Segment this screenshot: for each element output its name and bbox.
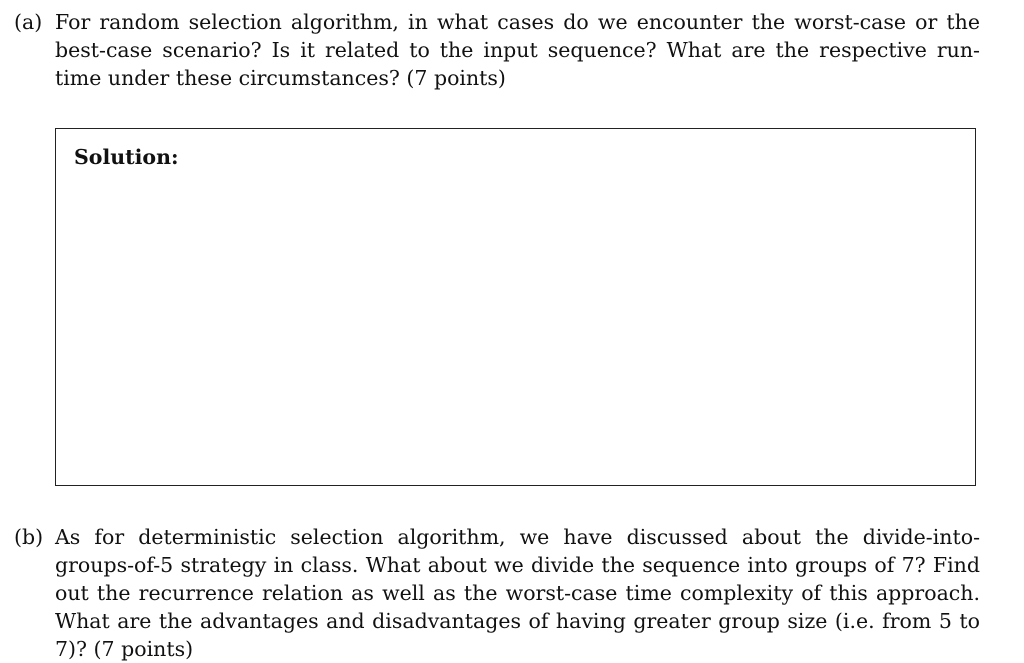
solution-label: Solution: [74,145,179,169]
question-b-number: (b) [14,525,44,549]
question-a [14,8,980,92]
question-b [14,523,980,663]
question-a-number: (a) [14,10,43,34]
question-b-text: As for deterministic selection algorithm, we have discussed about the divide-into-groups-of-5 strategy in class. What about we divide the sequence into groups of 7? Find out the recurrence relation as well as the worst-case time complexity of this approach. What are the advantages and disadvantages of having greater group size (i.e. from 5 to 7)? (7 points) [55,525,980,661]
solution-box[interactable] [55,128,976,486]
question-a-text: For random selection algorithm, in what cases do we encounter the worst-case or the best-case scenario? Is it related to the input sequence? What are the respective run-time under these circumstances? (7 points) [55,10,980,90]
